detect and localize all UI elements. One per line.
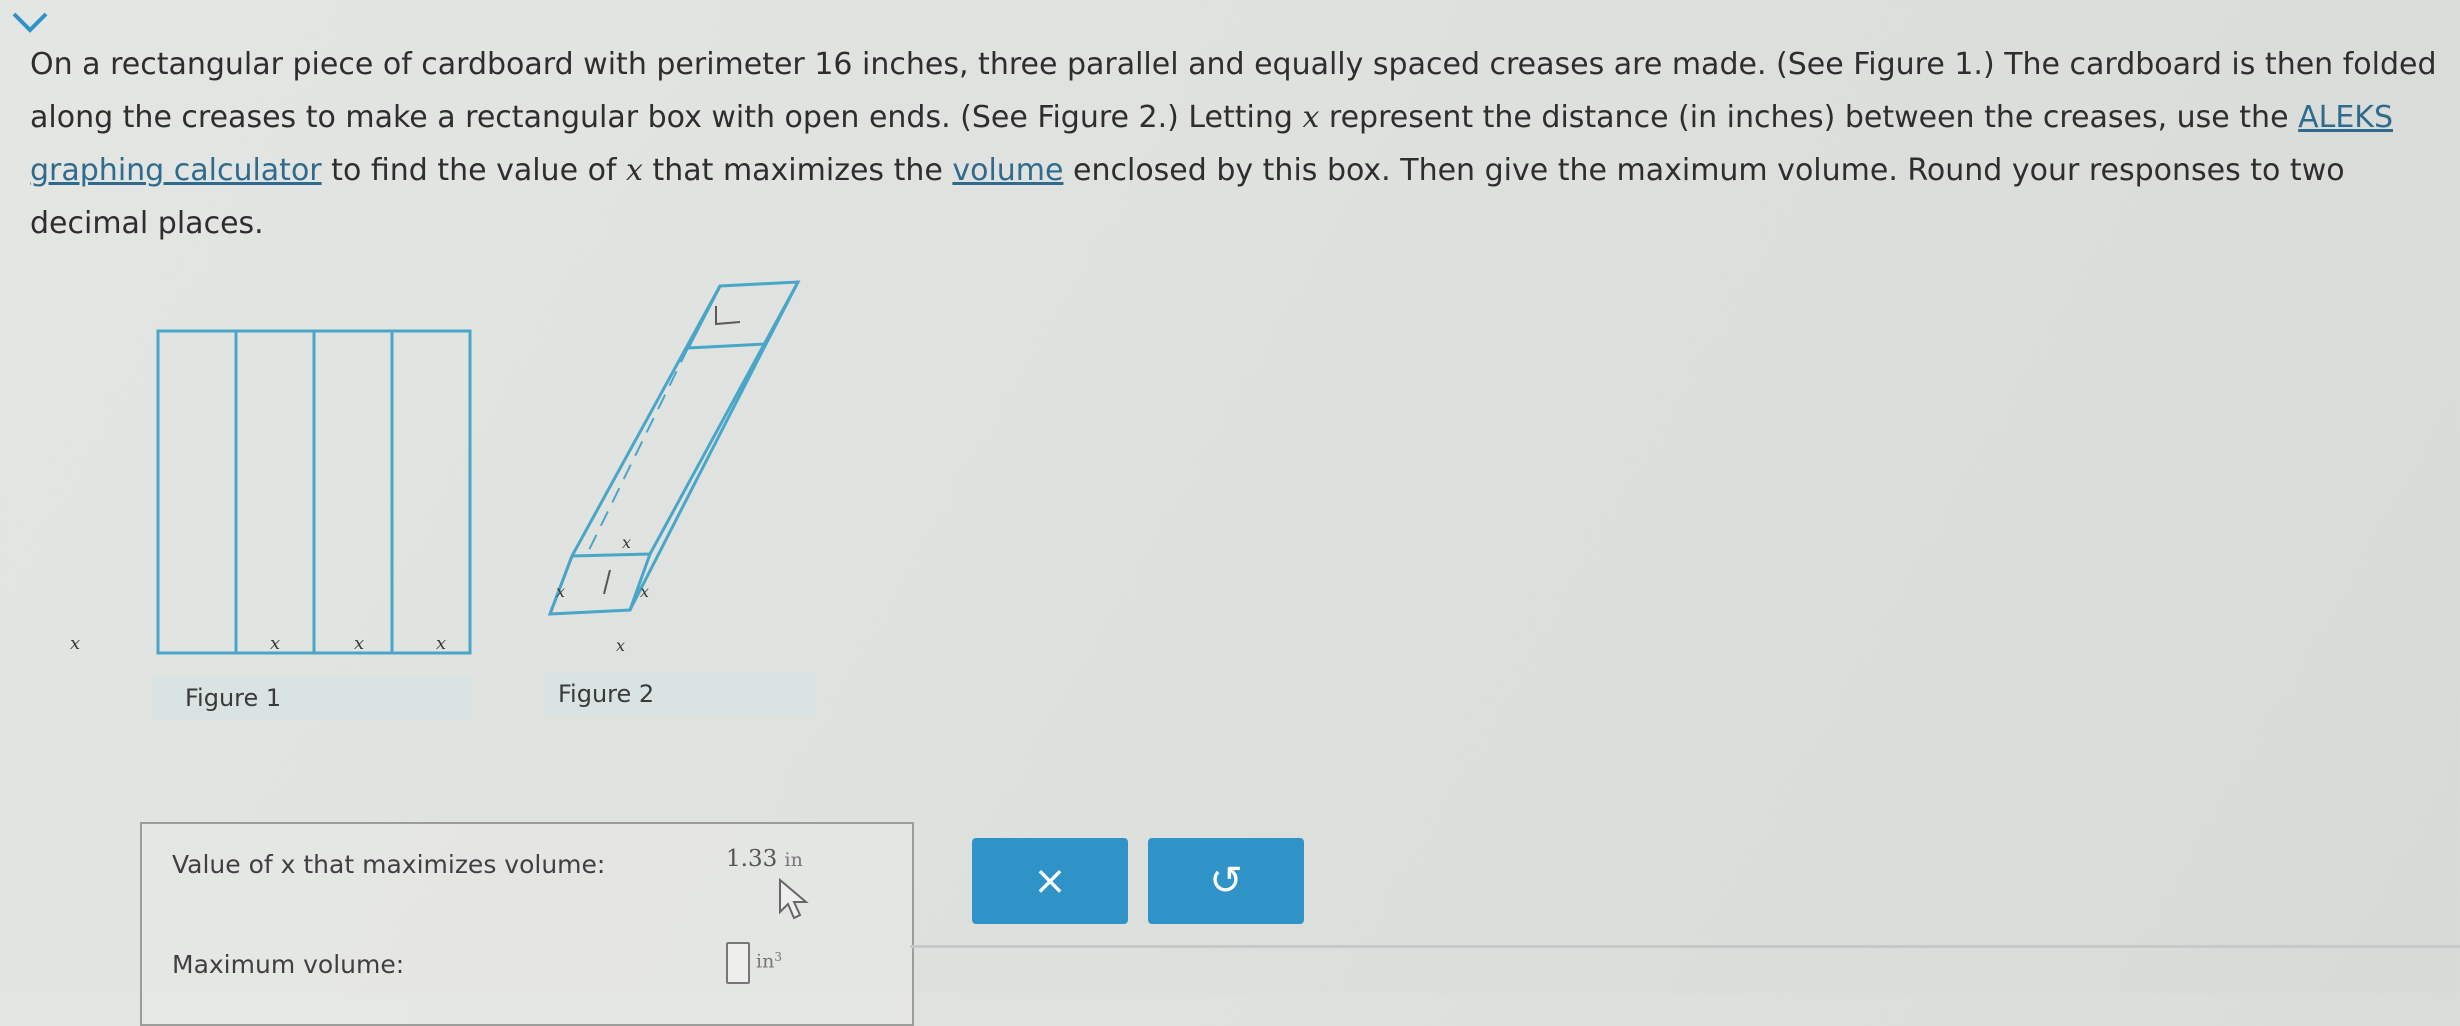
aleks-calculator-link[interactable]: ALEKS graphing calculator (30, 100, 2393, 188)
volume-unit: in (756, 950, 775, 973)
figure-1-label-x: x (70, 633, 81, 654)
value-unit: in (784, 849, 803, 871)
maximum-volume-label: Maximum volume: (172, 950, 405, 979)
problem-text: represent the distance (in inches) between the creases, use the (1319, 100, 2299, 135)
figure-1-caption: Figure 1 (185, 684, 282, 712)
figure-2-caption: Figure 2 (558, 680, 655, 708)
perimeter-value: 16 (814, 47, 853, 82)
problem-text: enclosed by this box. Then give the maximum volume. Round your responses to two decimal places. (30, 153, 2345, 241)
figure-2-label-x-right: x (640, 582, 650, 601)
figure-1-cardboard (150, 325, 480, 675)
figure-2-label-x-top: x (622, 533, 632, 552)
answer-panel (140, 822, 914, 1026)
problem-statement (30, 38, 2440, 250)
undo-button[interactable] (1148, 838, 1304, 924)
figure-2-label-x-left: x (556, 582, 566, 601)
maximum-volume-input[interactable] (726, 942, 750, 984)
figure-1-label-x: x (270, 633, 281, 654)
divider (910, 945, 2460, 948)
figure-2-box (520, 270, 820, 670)
problem-text: inches, three parallel and equally spaced creases are made. (See Figure 1.) The cardboard is then folded along the creases to make a rectangular box with open ends. (See Figure 2.) Letting (30, 47, 2437, 135)
volume-link[interactable]: volume (952, 153, 1064, 188)
volume-unit-exponent: 3 (774, 950, 782, 964)
close-icon: × (1033, 858, 1067, 904)
figure-2-label-x-bottom: x (616, 636, 626, 655)
figure-1-label-x: x (436, 633, 447, 654)
value-of-x-answer[interactable] (726, 846, 803, 872)
figure-1-label-x: x (354, 633, 365, 654)
problem-text: On a rectangular piece of cardboard with perimeter (30, 47, 815, 82)
collapse-chevron-icon[interactable] (8, 8, 52, 38)
problem-text: to find the value of (321, 153, 627, 188)
undo-icon: ↺ (1209, 858, 1243, 904)
variable-x: x (626, 153, 643, 188)
value-of-x-input[interactable]: 1.33 (726, 846, 778, 872)
mouse-cursor-icon (776, 878, 812, 920)
volume-unit-group (756, 950, 782, 972)
problem-text: that maximizes the (642, 153, 953, 188)
value-of-x-label: Value of x that maximizes volume: (172, 850, 606, 879)
variable-x: x (1302, 100, 1320, 135)
clear-button[interactable] (972, 838, 1128, 924)
